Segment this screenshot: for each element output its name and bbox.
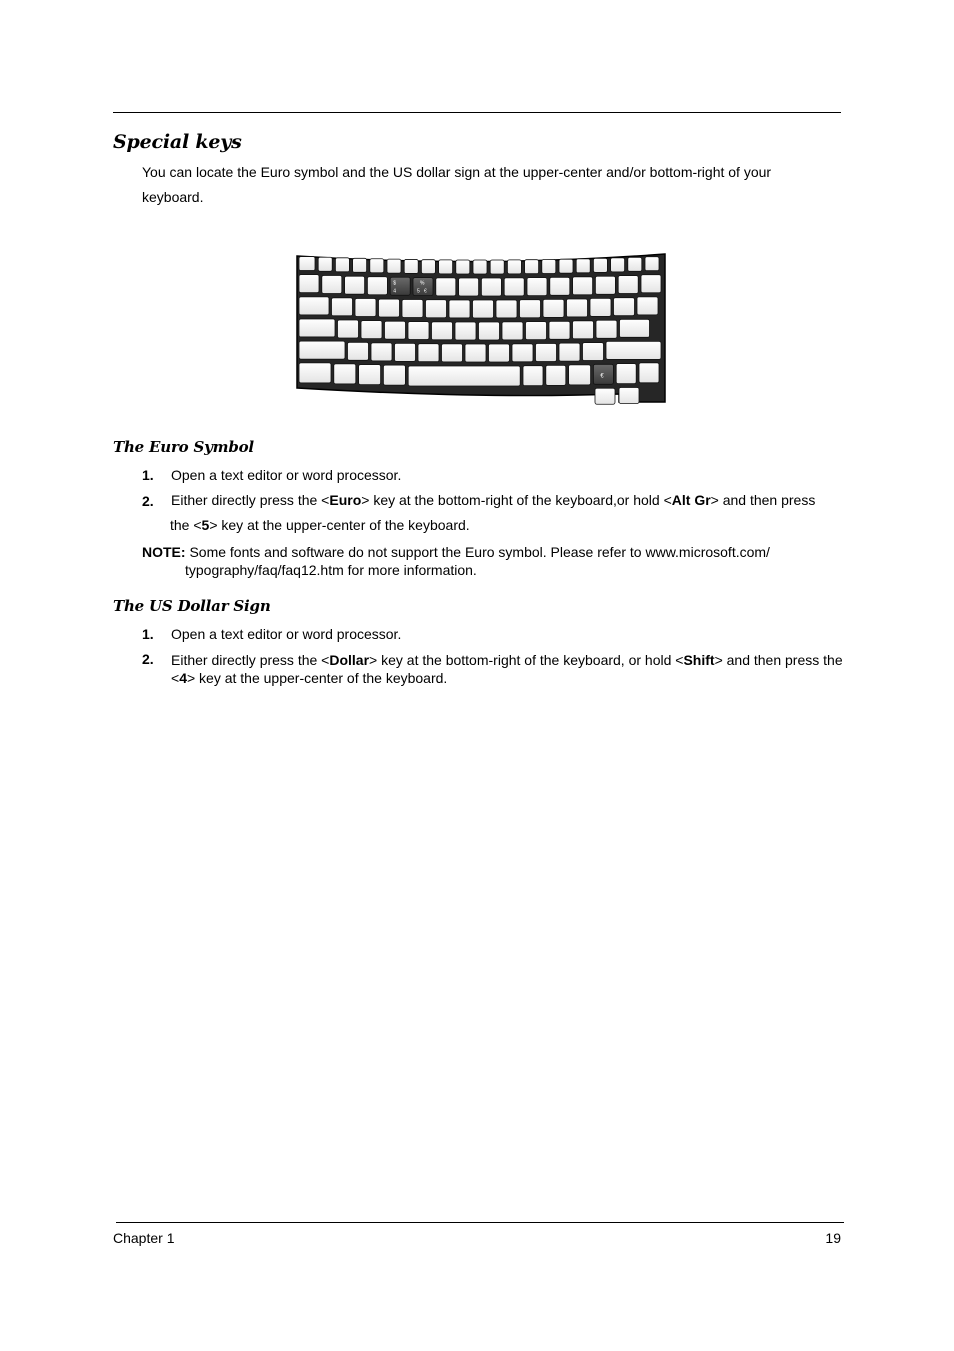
keyboard-key: [473, 260, 487, 274]
keyboard-key: [355, 298, 376, 316]
keyboard-key: [559, 259, 573, 273]
keyboard-key: [335, 258, 349, 272]
keyboard-key: [432, 322, 453, 340]
keyboard-key: [348, 342, 369, 360]
keyboard-key: [611, 258, 625, 272]
keyboard-key: [559, 343, 580, 361]
keyboard-key: [590, 298, 611, 316]
keyboard-key: [641, 275, 661, 293]
euro-section-title: The Euro Symbol: [113, 438, 254, 456]
keyboard-key: [573, 321, 594, 339]
keyboard-key: [583, 343, 604, 361]
keyboard-key: [550, 277, 570, 295]
keyboard-key: [606, 341, 661, 359]
keyboard-key: [620, 319, 650, 337]
keyboard-key: [334, 364, 356, 384]
keyboard-key: [507, 260, 521, 274]
footer-chapter: Chapter 1: [113, 1230, 175, 1246]
keyboard-key: [536, 344, 557, 362]
keyboard-key: [512, 344, 533, 362]
keyboard-key: [426, 300, 447, 318]
keyboard-key: [379, 299, 400, 317]
keyboard-key: [299, 275, 319, 293]
dollar-step1-text: Open a text editor or word processor.: [171, 626, 402, 642]
keyboard-key: [299, 319, 335, 337]
euro-step2-text: Either directly press the <Euro> key at the bottom-right of the keyboard,or hold <Alt Gr> and then press the <5> key at the upper-center of the keyboard.: [170, 492, 816, 533]
dollar-section-title: The US Dollar Sign: [113, 597, 271, 615]
keyboard-key: [456, 260, 470, 274]
keyboard-key: [614, 298, 635, 316]
keyboard-key: [546, 365, 566, 385]
top-rule: [113, 112, 841, 113]
keyboard-key: [549, 321, 570, 339]
keyboard-key: [402, 299, 423, 317]
keyboard-key: [299, 341, 345, 359]
keyboard-key: [637, 297, 658, 315]
intro-paragraph: You can locate the Euro symbol and the US dollar sign at the upper-center and/or bottom-right of your keyboard.: [142, 164, 772, 205]
footer-page-number: 19: [825, 1230, 841, 1246]
keyboard-key: [479, 322, 500, 340]
euro-step1-text: Open a text editor or word processor.: [171, 467, 402, 483]
keyboard-key: [383, 365, 405, 385]
keyboard-key: [387, 259, 401, 273]
arrow-right-key: [619, 388, 639, 404]
keyboard-key: [353, 258, 367, 272]
keyboard-key: [395, 343, 416, 361]
keyboard-key: [593, 258, 607, 272]
keyboard-key: [526, 322, 547, 340]
keyboard-key: [543, 299, 564, 317]
keyboard-key: [439, 260, 453, 274]
keyboard-key: [385, 321, 406, 339]
keyboard-key: [455, 322, 476, 340]
keyboard-key: [489, 344, 510, 362]
keyboard-key: [421, 260, 435, 274]
keyboard-key: [318, 257, 332, 271]
euro-step1-number: 1.: [142, 467, 154, 483]
keyboard-key: [408, 322, 429, 340]
four-label: 4: [393, 288, 396, 295]
keyboard-key: [527, 278, 547, 296]
keyboard-key: [449, 300, 470, 318]
arrow-down-key: [595, 388, 615, 404]
keyboard-key: [371, 343, 392, 361]
keyboard-key: [370, 259, 384, 273]
percent-label: %: [420, 280, 425, 287]
keyboard-key: [502, 322, 523, 340]
keyboard-key: [576, 259, 590, 273]
keyboard-key: [520, 300, 541, 318]
euro-alt-label: €: [424, 288, 427, 295]
keyboard-key: [496, 300, 517, 318]
keyboard-key: [618, 276, 638, 294]
keyboard-key: [299, 363, 331, 383]
keyboard-key: [490, 260, 504, 274]
keyboard-key: [616, 364, 636, 384]
keyboard-key: [322, 275, 342, 293]
keyboard-key: [481, 278, 501, 296]
keyboard-key: [639, 363, 659, 383]
footer-rule: [116, 1222, 844, 1223]
keyboard-key: [628, 257, 642, 271]
keyboard-illustration: [293, 252, 669, 408]
keyboard-key: [542, 259, 556, 273]
keyboard-key: [473, 300, 494, 318]
keyboard-key: [338, 320, 359, 338]
keyboard-key: [525, 260, 539, 274]
euro-step2-number: 2.: [142, 493, 154, 509]
keyboard-key: [299, 257, 315, 271]
keyboard-key: [418, 344, 439, 362]
keyboard-key: [361, 321, 382, 339]
dollar-step2-text: Either directly press the <Dollar> key at the bottom-right of the keyboard, or hold <Shift> and then press the <4> key at the upper-center of the keyboard.: [171, 652, 843, 686]
keyboard-key: [573, 277, 593, 295]
keyboard-key: [567, 299, 588, 317]
keyboard-key: [569, 365, 591, 385]
keyboard-key: [404, 259, 418, 273]
keyboard-key: [359, 365, 381, 385]
dollar-step1-number: 1.: [142, 626, 154, 642]
dollar-step2-number: 2.: [142, 651, 154, 667]
dollar-sign-label: $: [393, 280, 396, 287]
euro-key-label: €: [600, 373, 604, 380]
keyboard-key: [465, 344, 486, 362]
keyboard-key: [299, 297, 329, 315]
section-heading: Special keys: [113, 131, 242, 153]
keyboard-key: [596, 320, 617, 338]
keyboard-key: [645, 257, 659, 271]
keyboard-key: [408, 366, 520, 386]
keyboard-key: [367, 277, 387, 295]
keyboard-key: [436, 278, 456, 296]
five-label: 5: [417, 288, 420, 295]
keyboard-key: [459, 278, 479, 296]
euro-note: NOTE: Some fonts and software do not support the Euro symbol. Please refer to www.microsoft.com/ typography/faq/faq12.htm for more information.: [142, 544, 770, 578]
keyboard-key: [595, 276, 615, 294]
keyboard-key: [523, 366, 543, 386]
keyboard-key: [345, 276, 365, 294]
keyboard-key: [504, 278, 524, 296]
keyboard-key: [332, 298, 353, 316]
keyboard-key: [442, 344, 463, 362]
